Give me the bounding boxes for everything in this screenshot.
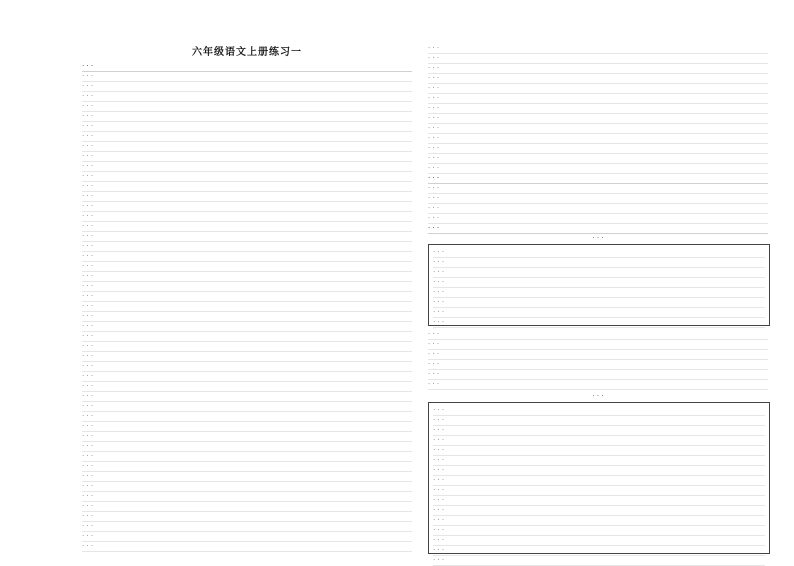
question-line: · · ·	[428, 84, 768, 94]
passage-line: · · ·	[433, 546, 765, 556]
question-line: · · ·	[82, 332, 412, 342]
question-line: · · ·	[82, 412, 412, 422]
passage-line: · · ·	[433, 476, 765, 486]
question-line: · · ·	[82, 92, 412, 102]
question-line: · · ·	[82, 512, 412, 522]
question-line: · · ·	[82, 212, 412, 222]
passage-line: · · ·	[433, 416, 765, 426]
passage-line: · · ·	[433, 496, 765, 506]
question-line: · · ·	[82, 132, 412, 142]
question-line: · · ·	[428, 124, 768, 134]
passage-2-text	[433, 406, 765, 566]
passage-1-box	[428, 244, 770, 326]
question-line: · · ·	[428, 370, 768, 380]
passage-line: · · ·	[433, 446, 765, 456]
question-line: · · ·	[428, 104, 768, 114]
question-line: · · ·	[82, 232, 412, 242]
question-line: · · ·	[428, 54, 768, 64]
exam-title: 六年级语文上册练习一	[192, 47, 302, 58]
passage-line: · · ·	[433, 278, 765, 288]
question-line: · · ·	[82, 532, 412, 542]
passage-line: · · ·	[433, 258, 765, 268]
question-line: · · ·	[82, 472, 412, 482]
question-line: · · ·	[82, 252, 412, 262]
question-line: · · ·	[428, 44, 768, 54]
question-line: · · ·	[428, 340, 768, 350]
passage-2-box	[428, 402, 770, 564]
section-heading: · · ·	[82, 62, 412, 72]
question-line: · · ·	[82, 382, 412, 392]
question-line: · · ·	[82, 312, 412, 322]
question-line: · · ·	[428, 154, 768, 164]
question-line: · · ·	[82, 442, 412, 452]
question-line: · · ·	[428, 94, 768, 104]
left-question-block	[82, 62, 412, 552]
question-line: · · ·	[82, 172, 412, 182]
question-line: · · ·	[82, 192, 412, 202]
question-line: · · ·	[428, 64, 768, 74]
answer-box-line: · · ·	[428, 194, 768, 204]
passage-line: · · ·	[433, 456, 765, 466]
passage-line: · · ·	[433, 288, 765, 298]
section-heading: · · ·	[428, 174, 768, 184]
passage-line: · · ·	[433, 506, 765, 516]
question-line: · · ·	[82, 522, 412, 532]
question-line: · · ·	[428, 144, 768, 154]
passage-1-text	[433, 248, 765, 328]
question-line: · · ·	[82, 262, 412, 272]
question-line: · · ·	[82, 342, 412, 352]
question-line: · · ·	[82, 112, 412, 122]
passage-line: · · ·	[433, 486, 765, 496]
question-line: · · ·	[82, 392, 412, 402]
question-line: · · ·	[82, 542, 412, 552]
question-line: · · ·	[82, 422, 412, 432]
passage-line: · · ·	[433, 268, 765, 278]
question-line: · · ·	[82, 142, 412, 152]
question-line: · · ·	[82, 82, 412, 92]
question-line: · · ·	[82, 182, 412, 192]
right-question-block-top	[428, 44, 768, 234]
passage-line: · · ·	[433, 556, 765, 566]
passage-1-header: · · ·	[592, 234, 604, 242]
question-line: · · ·	[428, 114, 768, 124]
pinyin-line: · · ·	[428, 184, 768, 194]
question-line: · · ·	[82, 502, 412, 512]
passage-line: · · ·	[433, 298, 765, 308]
question-line: · · ·	[428, 360, 768, 370]
question-line: · · ·	[428, 164, 768, 174]
question-line: · · ·	[428, 330, 768, 340]
passage-line: · · ·	[433, 318, 765, 328]
question-line: · · ·	[428, 350, 768, 360]
passage-line: · · ·	[433, 516, 765, 526]
question-line: · · ·	[82, 352, 412, 362]
question-line: · · ·	[82, 222, 412, 232]
passage-line: · · ·	[433, 536, 765, 546]
passage-1-questions	[428, 330, 768, 390]
question-line: · · ·	[82, 492, 412, 502]
passage-line: · · ·	[433, 426, 765, 436]
question-line: · · ·	[82, 272, 412, 282]
question-line: · · ·	[82, 402, 412, 412]
answer-box-line: · · ·	[428, 214, 768, 224]
pinyin-line: · · ·	[428, 204, 768, 214]
question-line: · · ·	[82, 432, 412, 442]
question-line: · · ·	[82, 102, 412, 112]
passage-line: · · ·	[433, 308, 765, 318]
question-line: · · ·	[82, 72, 412, 82]
question-line: · · ·	[82, 322, 412, 332]
question-line: · · ·	[82, 372, 412, 382]
passage-line: · · ·	[433, 406, 765, 416]
question-line: · · ·	[428, 380, 768, 390]
question-line: · · ·	[82, 202, 412, 212]
question-line: · · ·	[82, 282, 412, 292]
question-line: · · ·	[82, 482, 412, 492]
passage-line: · · ·	[433, 466, 765, 476]
question-line: · · ·	[82, 292, 412, 302]
passage-line: · · ·	[433, 248, 765, 258]
question-line: · · ·	[82, 242, 412, 252]
question-line: · · ·	[82, 452, 412, 462]
question-line: · · ·	[428, 74, 768, 84]
passage-line: · · ·	[433, 526, 765, 536]
question-line: · · ·	[82, 162, 412, 172]
section-heading: · · ·	[428, 224, 768, 234]
passage-line: · · ·	[433, 436, 765, 446]
passage-2-header: · · ·	[592, 392, 604, 400]
question-line: · · ·	[82, 462, 412, 472]
question-line: · · ·	[82, 122, 412, 132]
question-line: · · ·	[82, 152, 412, 162]
question-line: · · ·	[428, 134, 768, 144]
question-line: · · ·	[82, 302, 412, 312]
question-line: · · ·	[82, 362, 412, 372]
